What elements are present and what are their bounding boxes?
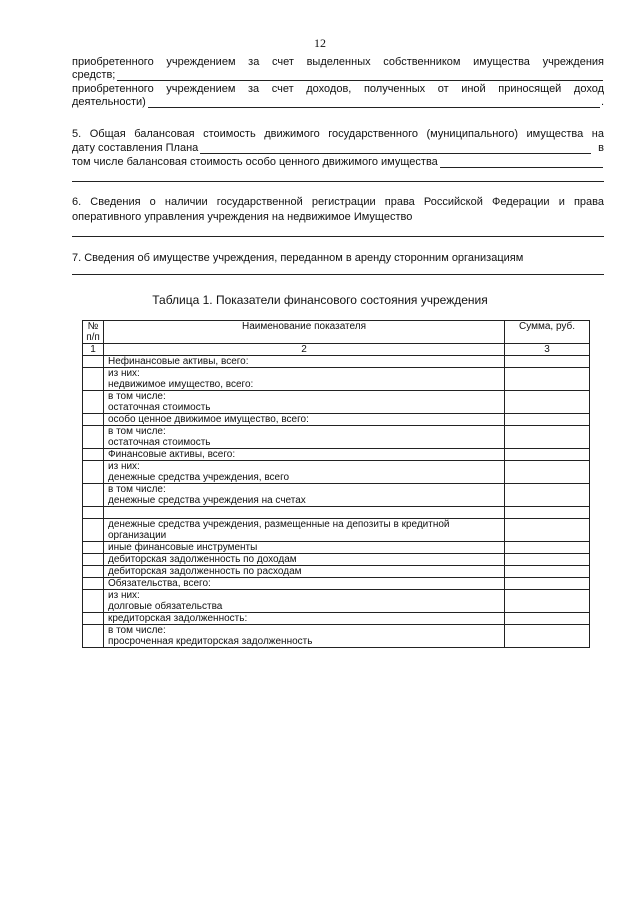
table-row — [83, 484, 590, 507]
row-number-cell — [83, 542, 104, 554]
section-6 — [72, 196, 604, 237]
indicator-line: из них: — [108, 461, 140, 472]
row-number-cell — [83, 449, 104, 461]
row-number-cell — [83, 613, 104, 625]
section-5-line-3-text: том числе балансовая стоимость особо ценного движимого имущества — [72, 156, 438, 168]
indicator-name-cell — [104, 554, 505, 566]
indicator-name-cell — [104, 391, 505, 414]
section-5-line-3 — [72, 156, 604, 169]
table-row — [83, 554, 590, 566]
row-number-cell — [83, 554, 104, 566]
indicator-name-cell — [104, 356, 505, 368]
row-number-cell — [83, 356, 104, 368]
row-number-cell — [83, 461, 104, 484]
section-7 — [72, 252, 604, 275]
indicator-line: Нефинансовые активы, всего: — [108, 356, 249, 367]
indicator-name-cell — [104, 590, 505, 613]
table-row — [83, 578, 590, 590]
row-number-cell — [83, 414, 104, 426]
indicator-line: дебиторская задолженность по доходам — [108, 554, 297, 565]
page-number: 12 — [314, 36, 326, 50]
section-5-line-2-text: дату составления Плана — [72, 142, 199, 154]
table-row — [83, 391, 590, 414]
row-number-cell — [83, 625, 104, 648]
sum-cell — [505, 449, 590, 461]
intro-line-4-text: деятельности) — [72, 96, 146, 108]
table-row — [83, 449, 590, 461]
sum-cell — [505, 414, 590, 426]
column-number: 1 — [83, 344, 104, 356]
indicator-line: из них: — [108, 590, 140, 601]
indicator-line: дебиторская задолженность по расходам — [108, 566, 302, 577]
indicator-line: денежные средства учреждения, всего — [108, 472, 290, 483]
indicator-line: недвижимое имущество, всего: — [108, 379, 254, 390]
indicator-name-cell — [104, 449, 505, 461]
row-number-cell — [83, 590, 104, 613]
column-number: 3 — [505, 344, 590, 356]
blank-line — [148, 97, 600, 108]
indicator-line: остаточная стоимость — [108, 402, 211, 413]
intro-paragraph — [72, 56, 604, 109]
indicator-line: остаточная стоимость — [108, 437, 211, 448]
indicator-line: в том числе: — [108, 625, 166, 636]
indicator-name-cell — [104, 542, 505, 554]
row-number-cell — [83, 391, 104, 414]
sum-cell — [505, 566, 590, 578]
header-sum: Сумма, руб. — [505, 321, 590, 344]
sum-cell — [505, 368, 590, 391]
indicator-name-cell — [104, 426, 505, 449]
table-row — [83, 414, 590, 426]
indicator-name-cell — [104, 578, 505, 590]
sum-cell — [505, 391, 590, 414]
blank-rule — [72, 273, 604, 275]
table-row — [83, 426, 590, 449]
indicator-line: организации — [108, 530, 167, 541]
sum-cell — [505, 426, 590, 449]
indicator-line: денежные средства учреждения на счетах — [108, 495, 306, 506]
row-number-cell — [83, 566, 104, 578]
indicator-name-cell — [104, 519, 505, 542]
row-number-cell — [83, 519, 104, 542]
blank-line — [440, 157, 603, 168]
sum-cell — [505, 625, 590, 648]
indicator-name-cell — [104, 368, 505, 391]
intro-line-4-end: . — [600, 96, 604, 108]
row-number-cell — [83, 368, 104, 391]
indicator-name-cell — [104, 484, 505, 507]
column-number: 2 — [104, 344, 505, 356]
indicator-line: в том числе: — [108, 391, 166, 402]
indicator-name-cell — [104, 507, 505, 519]
section-5-line-2-end: в — [598, 142, 604, 154]
section-6-line-2: оперативного управления учреждения на недвижимое Имущество — [72, 211, 413, 223]
blank-line — [200, 143, 591, 154]
row-number-cell — [83, 426, 104, 449]
indicator-line: в том числе: — [108, 484, 166, 495]
table-row — [83, 590, 590, 613]
sum-cell — [505, 613, 590, 625]
section-7-line-1: 7. Сведения об имуществе учреждения, переданном в аренду сторонним организациям — [72, 252, 524, 264]
table-row — [83, 542, 590, 554]
section-5-line-2 — [72, 142, 604, 155]
table-row — [83, 566, 590, 578]
indicator-line: Финансовые активы, всего: — [108, 449, 236, 460]
header-name: Наименование показателя — [104, 321, 505, 344]
indicator-name-cell — [104, 566, 505, 578]
sum-cell — [505, 542, 590, 554]
table-row — [83, 356, 590, 368]
indicator-name-cell — [104, 625, 505, 648]
indicator-line: кредиторская задолженность: — [108, 613, 248, 624]
row-number-cell — [83, 507, 104, 519]
intro-line-3: приобретенного учреждением за счет доходов, полученных от иной приносящей доход — [72, 83, 604, 95]
section-5-line-1: 5. Общая балансовая стоимость движимого государственного (муниципального) имущества на — [72, 128, 604, 140]
table-header-row — [83, 321, 590, 344]
indicator-name-cell — [104, 461, 505, 484]
sum-cell — [505, 590, 590, 613]
table-row — [83, 613, 590, 625]
indicator-line: просроченная кредиторская задолженность — [108, 636, 313, 647]
intro-line-2 — [72, 69, 604, 82]
table-row — [83, 461, 590, 484]
financial-indicators-table — [82, 320, 590, 648]
table-row — [83, 625, 590, 648]
sum-cell — [505, 507, 590, 519]
indicator-line: иные финансовые инструменты — [108, 542, 258, 553]
sum-cell — [505, 461, 590, 484]
sum-cell — [505, 578, 590, 590]
indicator-line: Обязательства, всего: — [108, 578, 211, 589]
section-5 — [72, 128, 604, 182]
indicator-line: долговые обязательства — [108, 601, 223, 612]
row-number-cell — [83, 578, 104, 590]
table-row — [83, 507, 590, 519]
sum-cell — [505, 519, 590, 542]
intro-line-2-text: средств; — [72, 69, 116, 81]
intro-line-1: приобретенного учреждением за счет выделенных собственником имущества учреждения — [72, 56, 604, 68]
blank-rule — [72, 235, 604, 237]
row-number-cell — [83, 484, 104, 507]
indicator-name-cell — [104, 613, 505, 625]
blank-line — [117, 70, 603, 81]
sum-cell — [505, 554, 590, 566]
indicator-name-cell — [104, 414, 505, 426]
column-numbers-row — [83, 344, 590, 356]
sum-cell — [505, 484, 590, 507]
blank-rule — [72, 180, 604, 182]
header-num: № п/п — [83, 321, 104, 344]
indicator-line: денежные средства учреждения, размещенные на депозиты в кредитной — [108, 519, 450, 530]
section-6-line-1: 6. Сведения о наличии государственной регистрации права Российской Федерации и права — [72, 196, 604, 208]
table-caption: Таблица 1. Показатели финансового состояния учреждения — [152, 293, 488, 307]
intro-line-4 — [72, 96, 604, 109]
indicator-line: из них: — [108, 368, 140, 379]
sum-cell — [505, 356, 590, 368]
indicator-line: особо ценное движимое имущество, всего: — [108, 414, 309, 425]
table-row — [83, 519, 590, 542]
indicator-line: в том числе: — [108, 426, 166, 437]
table-row — [83, 368, 590, 391]
